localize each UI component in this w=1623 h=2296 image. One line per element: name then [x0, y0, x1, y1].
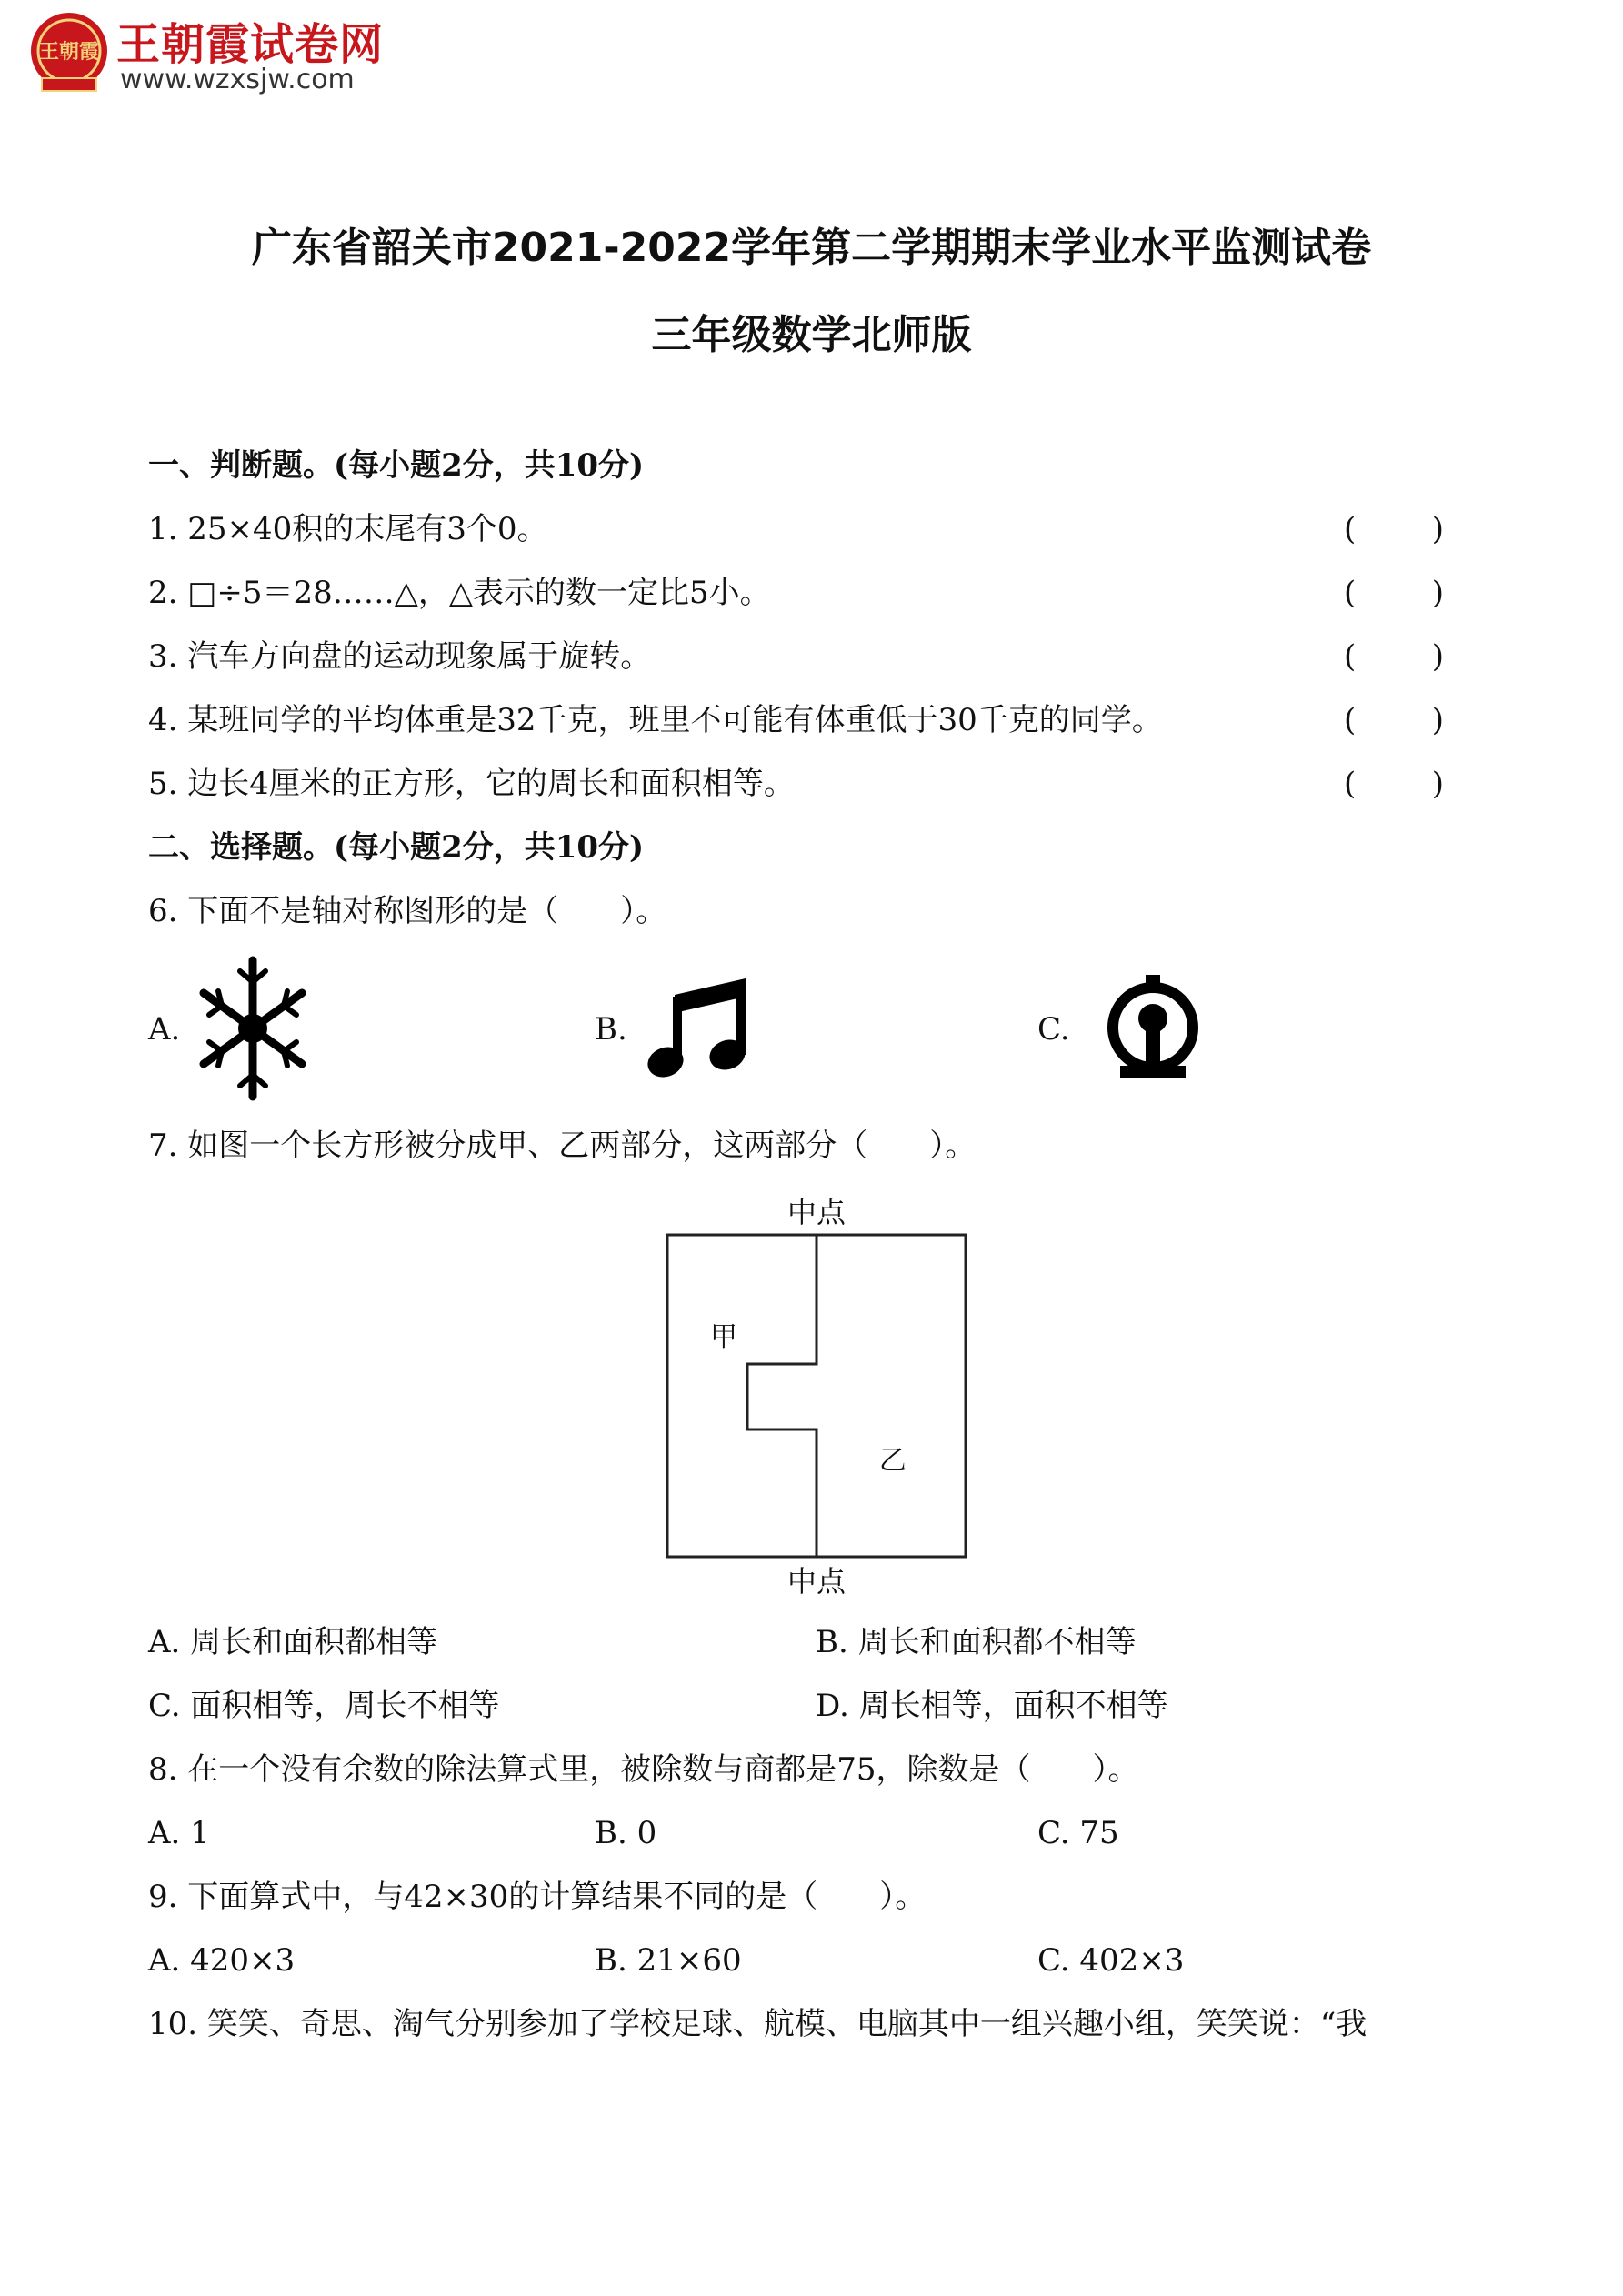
question-2: 2. □÷5＝28……△，△表示的数一定比5小。	[148, 575, 771, 611]
question-10: 10. 笑笑、奇思、淘气分别参加了学校足球、航模、电脑其中一组兴趣小组，笑笑说：“我	[148, 2006, 1368, 2042]
answer-blank-2[interactable]	[1344, 575, 1444, 611]
q7-dividing-line	[747, 1235, 817, 1557]
answer-blank-3[interactable]	[1344, 638, 1444, 675]
q7-bottom-midpoint-label: 中点	[786, 1564, 847, 1599]
paren-open: (	[1344, 766, 1357, 802]
q7-figure	[655, 1182, 982, 1609]
paren-open: (	[1344, 638, 1357, 675]
q7-option-c: C. 面积相等，周长不相等	[148, 1688, 500, 1724]
q8-option-a: A. 1	[148, 1815, 210, 1851]
snowflake-icon	[196, 955, 309, 1102]
q7-option-d: D. 周长相等，面积不相等	[816, 1688, 1168, 1724]
paren-open: (	[1344, 702, 1357, 738]
answer-blank-5[interactable]	[1344, 766, 1444, 802]
exam-subtitle: 三年级数学北师版	[651, 312, 972, 358]
paren-close: )	[1431, 575, 1444, 611]
exam-title: 广东省韶关市2021-2022学年第二学期期末学业水平监测试卷	[251, 225, 1372, 271]
question-8: 8. 在一个没有余数的除法算式里，被除数与商都是75，除数是（ ）。	[148, 1751, 1139, 1788]
answer-blank-4[interactable]	[1344, 702, 1444, 738]
site-url: www.wzxsjw.com	[120, 64, 355, 95]
logo-badge-text: 王朝霞	[38, 41, 100, 64]
q7-top-midpoint-label: 中点	[786, 1195, 847, 1229]
site-logo-title: 王朝霞试卷网	[116, 19, 385, 70]
q8-option-c: C. 75	[1037, 1815, 1119, 1851]
q7-part-jia-label: 甲	[710, 1321, 737, 1353]
question-7: 7. 如图一个长方形被分成甲、乙两部分，这两部分（ ）。	[148, 1128, 977, 1164]
question-3: 3. 汽车方向盘的运动现象属于旋转。	[148, 638, 652, 675]
paren-close: )	[1431, 511, 1444, 547]
q7-part-yi-label: 乙	[879, 1445, 907, 1477]
q6-option-a-label: A.	[148, 1011, 181, 1048]
answer-blank-1[interactable]	[1344, 511, 1444, 547]
question-1: 1. 25×40积的末尾有3个0。	[148, 511, 548, 547]
q8-option-b: B. 0	[595, 1815, 657, 1851]
paren-close: )	[1431, 766, 1444, 802]
q7-option-b: B. 周长和面积都不相等	[816, 1624, 1137, 1660]
q7-option-a: A. 周长和面积都相等	[148, 1624, 438, 1660]
section-heading-judgement: 一、判断题。(每小题2分，共10分)	[148, 447, 645, 484]
question-6: 6. 下面不是轴对称图形的是（ ）。	[148, 893, 667, 929]
railway-logo-icon	[1102, 971, 1204, 1084]
question-5: 5. 边长4厘米的正方形，它的周长和面积相等。	[148, 766, 795, 802]
q9-option-c: C. 402×3	[1037, 1942, 1185, 1979]
paren-close: )	[1431, 638, 1444, 675]
question-4: 4. 某班同学的平均体重是32千克，班里不可能有体重低于30千克的同学。	[148, 702, 1163, 738]
paren-open: (	[1344, 575, 1357, 611]
section-heading-choice: 二、选择题。(每小题2分，共10分)	[148, 829, 645, 866]
music-note-icon	[647, 975, 753, 1082]
paren-close: )	[1431, 702, 1444, 738]
q9-option-a: A. 420×3	[148, 1942, 296, 1979]
question-9: 9. 下面算式中，与42×30的计算结果不同的是（ ）。	[148, 1879, 927, 1915]
q6-option-b-label: B.	[595, 1011, 627, 1048]
q9-option-b: B. 21×60	[595, 1942, 742, 1979]
q6-option-c-label: C.	[1037, 1011, 1070, 1048]
paren-open: (	[1344, 511, 1357, 547]
site-logo-badge	[27, 11, 111, 95]
